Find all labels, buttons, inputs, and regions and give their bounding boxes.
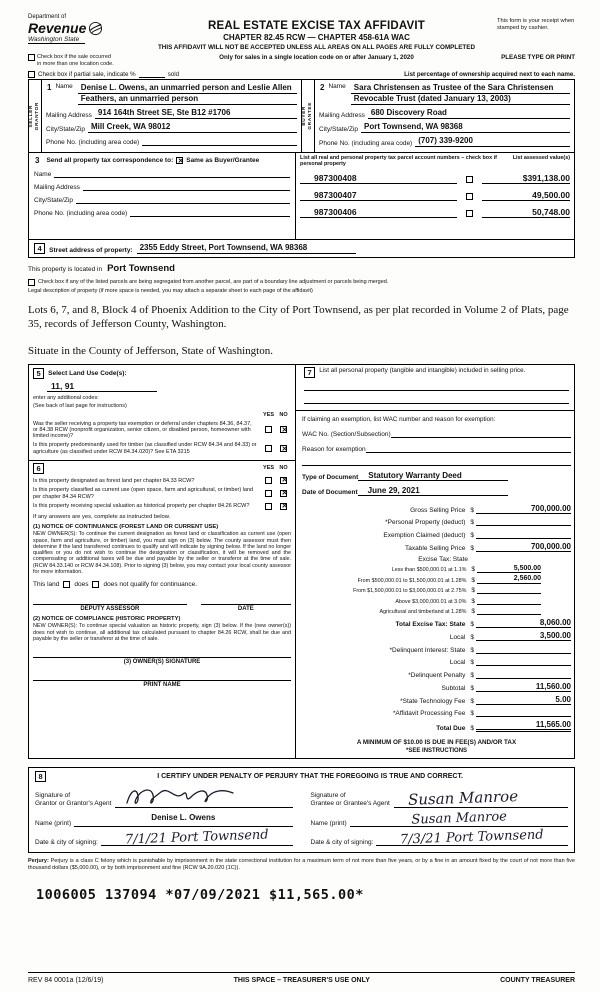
seller-fields [42, 80, 301, 152]
section3-number: 3 [35, 156, 40, 165]
section5-yes-no-header [33, 412, 291, 418]
see-back-note: (See back of last page for instructions) [33, 403, 127, 409]
tech-fee-field[interactable]: 5.00 [476, 695, 571, 705]
tax-row-personal [302, 517, 571, 527]
dollar-sign: $ [470, 506, 474, 514]
personal-property-field-1[interactable] [304, 380, 569, 391]
dor-logo-mark [88, 21, 103, 36]
seller-city-field[interactable]: Mill Creek, WA 98012 [88, 122, 297, 133]
tier5-label: Agricultural and timberland at 1.28% [379, 609, 467, 615]
name-print-label: Name (print) [35, 820, 72, 827]
buyer-phone-label: Phone No. (including area code) [319, 140, 413, 147]
section5 [29, 365, 295, 461]
owner-signature-line[interactable] [33, 657, 291, 658]
exemption-deduct-label: Exemption Claimed (deduct) [383, 531, 466, 539]
q-historic-yes-checkbox[interactable] [265, 503, 272, 510]
yes-header: YES [263, 411, 275, 418]
buyer-fields [315, 80, 574, 152]
perjury-lead: Perjury: [28, 858, 49, 864]
reason-field-2[interactable] [302, 455, 571, 466]
exemption-deduct-field[interactable] [476, 529, 571, 539]
print-name-label: PRINT NAME [143, 682, 181, 689]
if-yes-note: If any answers are yes, complete as instructed below. [33, 514, 171, 521]
tax-row-subtotal [302, 682, 571, 692]
reason-field[interactable] [366, 443, 571, 453]
dollar-sign: $ [470, 697, 474, 705]
seller-phone-label: Phone No. (including area code) [46, 139, 140, 146]
tax-row-delinquent-local [302, 657, 571, 667]
tax-row-gross [302, 504, 571, 514]
seller-side-strip [29, 80, 42, 152]
street-address-field[interactable]: 2355 Eddy Street, Port Townsend, WA 98368 [137, 243, 356, 254]
receipt-note: This form is your receipt when stamped by cashier. [497, 18, 575, 31]
q-exemption-no-checkbox[interactable] [280, 426, 287, 433]
doc-type-label: Type of Document [302, 473, 359, 481]
treasurer-stamp: 1006005 137094 *07/09/2021 $11,565.00* [36, 887, 364, 903]
question-row [33, 487, 291, 500]
land-use-code-field[interactable]: 11, 91 [47, 381, 157, 392]
dollar-sign: $ [470, 544, 474, 552]
buyer-city-field[interactable]: Port Townsend, WA 98368 [361, 122, 570, 133]
tax-tier-row [302, 586, 571, 595]
multi-location-text [37, 54, 114, 67]
multi-location-line2: in more than one location code. [37, 60, 114, 67]
question-text: Is this property receiving special valuation as historical property per chapter 84.26 RCW? [33, 503, 250, 510]
subtotal-label: Subtotal [441, 684, 466, 692]
tier3-field[interactable] [477, 586, 541, 595]
personal-deduct-field[interactable] [476, 517, 571, 527]
same-as-buyer-checkbox[interactable] [176, 157, 183, 164]
corr-phone-label: Phone No. (including area code) [34, 210, 128, 217]
tax-row-taxable [302, 542, 571, 552]
dollar-sign: $ [471, 608, 475, 615]
legal-description-label: Legal description of property (if more space is needed, you may attach a separate sheet to each page of the affidavit) [28, 288, 313, 294]
parcel-number-field[interactable]: 987300407 [300, 190, 457, 201]
question-text: Is this property designated as forest land per chapter 84.33 RCW? [33, 477, 195, 484]
seller-phone-field[interactable] [142, 136, 297, 146]
tax-row-total-state [302, 618, 571, 628]
grantor-name-print [35, 811, 293, 827]
q-forest-no-checkbox[interactable] [280, 477, 287, 484]
deputy-assessor-signature-line[interactable] [33, 604, 187, 612]
grantee-signature-label [311, 792, 390, 808]
ownership-note: List percentage of ownership acquired next to each name. [404, 71, 575, 78]
tax-row-delinquent-interest [302, 644, 571, 654]
personal-property-field-2[interactable] [304, 393, 569, 404]
tier2-label: From $500,000.01 to $1,500,000.01 at 1.28% [357, 577, 467, 584]
segregated-label: Check box if any of the listed parcels are being segregated from another parcel, are part of a boundary line adjustment or parcels being merged. [38, 279, 389, 286]
seller-section [29, 80, 301, 152]
treasurer-space-label: THIS SPACE – TREASURER'S USE ONLY [233, 977, 370, 984]
total-due-field[interactable]: 11,565.00 [476, 720, 571, 732]
located-row [28, 263, 575, 274]
dor-logo [28, 14, 136, 44]
corr-name-field[interactable] [54, 168, 290, 178]
taxable-label: Taxable Selling Price [405, 544, 466, 552]
delinquent-interest-field[interactable] [476, 644, 571, 654]
taxable-field[interactable]: 700,000.00 [476, 542, 571, 552]
seller-name-label: Name [55, 83, 73, 90]
location-row [28, 54, 575, 67]
dollar-sign: $ [470, 531, 474, 539]
middle-box [28, 364, 575, 760]
parcel-row [300, 207, 570, 218]
tax-correspondence-column [29, 153, 296, 239]
segregated-checkbox[interactable] [28, 279, 35, 286]
parcel-number-field[interactable]: 987300406 [300, 207, 457, 218]
delinquent-interest-label: *Delinquent Interest: State [389, 646, 466, 654]
subtotal-field[interactable]: 11,560.00 [476, 682, 571, 692]
q-timber-yes-checkbox[interactable] [265, 445, 272, 452]
street-address-label: Street address of property: [49, 247, 133, 254]
assessed-value-field[interactable]: 49,500.00 [482, 190, 570, 201]
grantee-name-field[interactable] [350, 811, 568, 827]
partial-sale-row [28, 71, 575, 78]
grantor-name-field[interactable] [74, 813, 292, 827]
local-field[interactable]: 3,500.00 [476, 631, 571, 641]
corr-city-label: City/State/Zip [34, 197, 74, 204]
partial-sale-checkbox[interactable] [28, 71, 35, 78]
buyer-city-label: City/State/Zip [319, 126, 359, 133]
date-city-label: Date & city of signing: [310, 839, 374, 846]
deputy-date-line[interactable] [201, 604, 291, 612]
exemption-header: If claiming an exemption, list WAC number and reason for exemption: [302, 415, 496, 423]
form-header [28, 14, 575, 51]
dollar-sign: $ [470, 519, 474, 526]
does-not-label: does not qualify for continuance. [103, 581, 198, 589]
dollar-sign: $ [470, 659, 474, 666]
additional-codes-label: enter any additional codes: [33, 394, 99, 401]
grantee-name-print [311, 811, 569, 827]
form-chapter: CHAPTER 82.45 RCW — CHAPTER 458-61A WAC [223, 33, 410, 42]
tax-tier-row [302, 607, 571, 616]
yes-header: YES [263, 465, 275, 472]
q-forest-yes-checkbox[interactable] [265, 477, 272, 484]
grantor-date-city-field[interactable] [101, 827, 293, 848]
buyer-side-strip [302, 80, 315, 152]
grantee-date-city [310, 827, 569, 848]
affidavit-fee-field[interactable] [476, 708, 571, 718]
grantor-signature-scribble [121, 785, 239, 809]
notice2-text: NEW OWNER(S): To continue special valuation as historic property, sign (3) below. If the (new owner(s)) does not wish to continue, all additional tax calculated pursuant to chapter 84.26 RCW, shall be due and payable by the seller or transferor at the time of sale. [33, 623, 292, 642]
buyer-name-label: Name [328, 83, 346, 90]
no-header: NO [279, 411, 288, 418]
section4-box [28, 239, 575, 258]
corr-mailing-label: Mailing Address [34, 184, 80, 191]
section6-number: 6 [33, 463, 44, 474]
total-state-field[interactable]: 8,060.00 [476, 618, 571, 628]
please-type-note: PLEASE TYPE OR PRINT [501, 54, 575, 61]
buyer-name-line1: Sara Christensen as Trustee of the Sara Christensen [351, 83, 570, 94]
dollar-sign: $ [470, 646, 474, 654]
notice2-title: (2) NOTICE OF COMPLIANCE (HISTORIC PROPERTY) [33, 616, 181, 623]
partial-sale-sold-label: sold [167, 71, 180, 78]
name-print-label: Name (print) [310, 820, 347, 827]
dollar-sign: $ [470, 684, 474, 692]
grantee-signature-field[interactable] [394, 786, 568, 808]
located-label: This property is located in [28, 266, 103, 273]
q-timber-no-checkbox[interactable] [280, 445, 287, 452]
form-warning: THIS AFFIDAVIT WILL NOT BE ACCEPTED UNLESS ALL AREAS ON ALL PAGES ARE FULLY COMPLETED [157, 44, 476, 51]
buyer-name-field[interactable] [351, 83, 570, 105]
seller-city-label: City/State/Zip [46, 126, 86, 133]
partial-sale-percent-field[interactable] [139, 71, 165, 78]
question-row [33, 442, 291, 455]
tax-row-total-due [302, 720, 571, 732]
partial-sale-label: Check box if partial sale, indicate % [38, 71, 136, 78]
question-row [33, 477, 291, 484]
grantee-date-city-text: 7/3/21 Port Townsend [400, 827, 545, 848]
parcel-header: List all real and personal property tax parcel account numbers – check box if personal property [300, 155, 497, 167]
single-location-note: Only for sales in a single location code on or after January 1, 2020 [219, 54, 414, 61]
tax-row-tech-fee [302, 695, 571, 705]
tax-computation [302, 501, 571, 733]
corr-phone-field[interactable] [130, 207, 290, 217]
print-name-line[interactable] [33, 680, 291, 681]
seller-name-line1: Denise L. Owens, an unmarried person and Leslie Allen [78, 83, 297, 94]
tier5-field[interactable] [477, 607, 541, 616]
tech-fee-label: *State Technology Fee [400, 697, 466, 705]
form-revision: REV 84 0001a (12/6/19) [28, 977, 104, 984]
section8-box [28, 767, 575, 853]
dollar-sign: $ [471, 566, 475, 573]
section7 [296, 365, 574, 411]
tax-tier-row [302, 596, 571, 605]
dor-revenue-text: Revenue [28, 20, 87, 36]
delinquent-penalty-label: *Delinquent Penalty [408, 671, 466, 679]
notice1-title: (1) NOTICE OF CONTINUANCE (FOREST LAND OR CURRENT USE) [33, 524, 219, 531]
dollar-sign: $ [470, 710, 474, 717]
personal-property-checkbox[interactable] [466, 210, 473, 217]
seller-name-field[interactable] [78, 83, 297, 105]
grantee-name-text: Susan Manroe [410, 809, 507, 828]
buyer-section [301, 80, 574, 152]
title-block [136, 14, 497, 51]
question-row [33, 503, 291, 510]
excise-tax-header: Excise Tax: State [418, 555, 468, 563]
parcel-row [300, 173, 570, 184]
tax-row-affidavit-fee [302, 708, 571, 718]
question-row [33, 421, 291, 440]
personal-property-label: List all personal property (tangible and intangible) included in selling price. [319, 366, 526, 374]
segregated-row [28, 279, 575, 286]
assessed-value-header: List assessed value(s) [512, 155, 570, 161]
certify-statement: I CERTIFY UNDER PENALTY OF PERJURY THAT THE FOREGOING IS TRUE AND CORRECT. [157, 773, 463, 780]
grantor-date-city-text: 7/1/21 Port Townsend [124, 827, 269, 848]
buyer-mailing-field[interactable]: 680 Discovery Road [368, 108, 570, 119]
signature-of-label: Signature of [35, 792, 71, 799]
dollar-sign: $ [471, 576, 475, 584]
dollar-sign: $ [471, 587, 475, 594]
seller-side-label-2: GRANTOR [35, 101, 40, 131]
see-instructions-note: *SEE INSTRUCTIONS [406, 748, 468, 754]
does-not-qualify-checkbox[interactable] [92, 581, 99, 588]
buyer-phone-field[interactable]: (707) 339-9200 [415, 136, 570, 147]
dollar-sign: $ [471, 597, 475, 605]
tier2-field[interactable]: 2,560.00 [477, 575, 541, 584]
total-state-label: Total Excise Tax: State [395, 621, 466, 628]
tier4-field[interactable] [477, 596, 541, 605]
wac-field[interactable] [391, 428, 571, 438]
right-column [296, 365, 574, 759]
this-land-label: This land [33, 581, 60, 589]
doc-type-field[interactable]: Statutory Warranty Deed [358, 471, 508, 481]
date-label: DATE [237, 606, 254, 613]
tier3-label: From $1,500,000.01 to $3,000,000.01 at 2.75% [353, 588, 467, 594]
personal-property-checkbox[interactable] [466, 193, 473, 200]
tax-tier-row [302, 575, 571, 584]
q-currentuse-yes-checkbox[interactable] [265, 490, 272, 497]
buyer-mailing-label: Mailing Address [319, 112, 365, 119]
does-label: does [74, 581, 89, 589]
question-text: Is this property predominantly used for timber (as classified under RCW 84.34 and 84.33) or agriculture (as classified under RCW 84.34.020)? See ETA 3215 [33, 442, 257, 455]
grantor-agent-label: Grantor or Grantor's Agent [35, 800, 112, 807]
minimum-due-note: A MINIMUM OF $10.00 IS DUE IN FEE(S) AND/OR TAX [356, 739, 517, 746]
perjury-text: Perjury is a class C felony which is punishable by imprisonment in the state correctional institution for a maximum term of not more than five years, or by a fine in an amount fixed by the court of not more than five thousand dollars ($5,000.00), or by both imprisonment and fine (RCW 9A.20.020 (1C)). [28, 858, 575, 871]
q-currentuse-no-checkbox[interactable] [280, 490, 287, 497]
parcel-column [296, 153, 574, 239]
dor-revenue-line [28, 20, 136, 36]
corr-mailing-field[interactable] [83, 181, 290, 191]
form-footer [28, 972, 575, 984]
reason-label: Reason for exemption [302, 445, 366, 453]
section4-number: 4 [34, 243, 45, 254]
buyer-section-number: 2 [320, 83, 325, 92]
corr-city-field[interactable] [76, 194, 290, 204]
tier1-field[interactable]: 5,500.00 [477, 565, 541, 574]
question-text: Was the seller receiving a property tax exemption or deferral under chapters 84.36, 84.37, or 84.38 RCW (nonprofit organization, senior citizen, or disabled person, homeowner with limited income)? [33, 420, 252, 440]
tax-row-local [302, 631, 571, 641]
corr-name-label: Name [34, 171, 52, 178]
multi-location-line1: Check box if the sale occurred [37, 54, 111, 60]
q-exemption-yes-checkbox[interactable] [265, 426, 272, 433]
dor-state-line: Washington State [28, 36, 85, 44]
doc-date-field[interactable]: June 29, 2021 [358, 486, 508, 496]
dollar-sign: $ [470, 634, 474, 641]
section5-number: 5 [33, 368, 44, 379]
grantor-name-text: Denise L. Owens [151, 813, 216, 822]
legal-description-text: Lots 6, 7, and 8, Block 4 of Phoenix Addition to the City of Port Townsend, as per plat recorded in Volume 2 of Plats, page 35, records of Jefferson County, Washington. [28, 303, 569, 330]
signature-of-label: Signature of [310, 792, 346, 799]
date-city-label: Date & city of signing: [35, 839, 98, 846]
section7-number: 7 [304, 367, 315, 378]
seller-side-label-1: SELLER [29, 104, 34, 128]
delinquent-local-field[interactable] [476, 657, 571, 667]
tier4-label: Above $3,000,000.01 at 3.0% [395, 598, 467, 605]
county-treasurer-label: COUNTY TREASURER [500, 977, 575, 984]
grantee-agent-label: Grantee or Grantee's Agent [310, 800, 390, 807]
dollar-sign: $ [470, 621, 474, 628]
buyer-side-label-1: BUYER [302, 106, 307, 126]
partial-sale-group [28, 71, 179, 78]
multi-location-checkbox[interactable] [28, 54, 35, 61]
buyer-name-line2: Revocable Trust (dated January 13, 2003) [351, 94, 570, 105]
send-correspondence-label: Send all property tax correspondence to: [46, 157, 174, 164]
parties-box [28, 79, 575, 153]
grantor-date-city [35, 827, 293, 848]
q-historic-no-checkbox[interactable] [280, 503, 287, 510]
seller-mailing-label: Mailing Address [46, 112, 92, 119]
total-due-label: Total Due [436, 725, 466, 732]
tax-row-delinquent-penalty [302, 669, 571, 679]
grantee-signature-text: Susan Manroe [407, 787, 519, 809]
section3-box [28, 152, 575, 240]
assessed-value-field[interactable]: $391,138.00 [482, 173, 570, 184]
left-column [29, 365, 296, 759]
grantee-date-city-field[interactable] [376, 827, 568, 848]
deputy-assessor-label: DEPUTY ASSESSOR [80, 606, 140, 613]
situate-text: Situate in the County of Jefferson, State of Washington. [28, 344, 273, 357]
gross-label: Gross Selling Price [410, 506, 466, 514]
grantor-signature-label [35, 792, 111, 808]
dollar-sign: $ [470, 671, 474, 679]
wac-label: WAC No. (Section/Subsection) [302, 430, 391, 438]
seller-section-number: 1 [47, 83, 52, 92]
buyer-side-label-2: GRANTEE [308, 102, 313, 130]
delinquent-local-label: Local [449, 659, 466, 666]
form-title: REAL ESTATE EXCISE TAX AFFIDAVIT [207, 20, 426, 32]
section8-number: 8 [35, 771, 46, 782]
multi-location-check [28, 54, 148, 67]
no-header: NO [279, 465, 288, 472]
does-qualify-checkbox[interactable] [63, 581, 70, 588]
seller-name-line2: Feathers, an unmarried person [78, 94, 297, 105]
personal-deduct-label: *Personal Property (deduct) [385, 519, 466, 526]
affidavit-fee-label: *Affidavit Processing Fee [392, 710, 466, 717]
grantor-signature-block [35, 786, 293, 808]
delinquent-penalty-field[interactable] [476, 669, 571, 679]
seller-mailing-field[interactable]: 914 164th Street SE, Ste B12 #1706 [95, 108, 297, 119]
question-text: Is this property classified as current use (open space, farm and agricultural, or timber) land per chapter 84.34 RCW? [33, 487, 254, 500]
gross-field[interactable]: 700,000.00 [476, 504, 571, 514]
parcel-number-field[interactable]: 987300408 [300, 173, 457, 184]
dor-dept-line: Department of [28, 14, 67, 20]
grantee-signature-block [311, 786, 569, 808]
local-label: Local [449, 634, 466, 641]
continuance-row [33, 581, 291, 588]
tax-tier-row [302, 565, 571, 574]
dollar-sign: $ [470, 725, 474, 732]
section6 [29, 461, 295, 758]
land-use-label: Select Land Use Code(s): [48, 369, 127, 377]
tier1-label: Less than $500,000.01 at 1.1% [391, 567, 467, 573]
notice1-text: NEW OWNER(S): To continue the current designation as forest land or classification as current use (open space, farm and agriculture, or timber) land, you must sign on (3) below. The county assessor must then determine if the land transferred continues to qualify and will indicate by signing below. If the land no longer qualifies or you do not wish to continue the designation or classification, it will be removed and the compensating or additional taxes will be due and payable by the seller or transferor at the time of sale. (RCW 84.33.140 or RCW 84.34.108). Prior to signing (3) below, you may contact your local county assessor for more information. [33, 531, 292, 576]
grantor-signature-field[interactable] [115, 786, 292, 808]
tax-row-exemption [302, 529, 571, 539]
deputy-assessor-row [33, 604, 291, 612]
assessed-value-field[interactable]: 50,748.00 [482, 207, 570, 218]
owner-signature-label: (3) OWNER(S) SIGNATURE [123, 659, 201, 666]
parcel-row [300, 190, 570, 201]
located-value[interactable]: Port Townsend [107, 263, 175, 274]
same-as-buyer-label: Same as Buyer/Grantee [186, 157, 260, 164]
doc-date-label: Date of Document [302, 488, 358, 496]
excise-tax-header-row [302, 556, 571, 563]
personal-property-checkbox[interactable] [466, 176, 473, 183]
perjury-note [28, 858, 575, 871]
